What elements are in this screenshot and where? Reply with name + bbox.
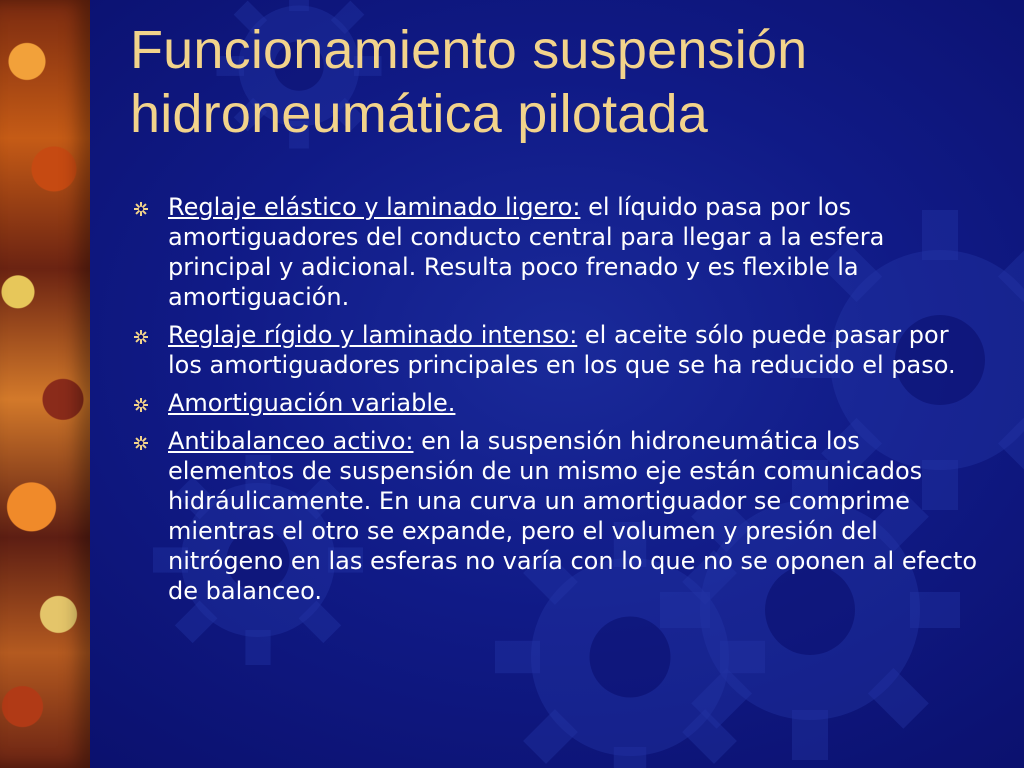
bullet-term: Reglaje rígido y laminado intenso: [168,321,578,349]
asterisk-gear-icon [134,398,148,412]
asterisk-gear-icon [134,330,148,344]
bullet-item [130,426,990,606]
bullet-text: el aceite sólo puede pasar por los amortiguadores principales en los que se ha reducido el paso. [168,321,956,379]
bullet-term: Amortiguación variable. [168,389,456,417]
bullet-term: Antibalanceo activo: [168,427,414,455]
decorative-gear-strip [0,0,90,768]
bullet-list [130,192,990,614]
title-line-2: hidroneumática pilotada [130,84,708,144]
bullet-text: en la suspensión hidroneumática los elementos de suspensión de un mismo eje están comunicados hidráulicamente. En una curva un amortiguador se comprime mientras el otro se expande, pero el volumen y presión del nitrógeno en las esferas no varía con lo que no se oponen al efecto de balanceo. [168,427,978,605]
bullet-term: Reglaje elástico y laminado ligero: [168,193,581,221]
asterisk-gear-icon [134,202,148,216]
page-title [130,18,990,146]
bullet-item [130,192,990,312]
bullet-item [130,320,990,380]
bullet-item [130,388,990,418]
asterisk-gear-icon [134,436,148,450]
title-line-1: Funcionamiento suspensión [130,20,808,80]
bullet-text: el líquido pasa por los amortiguadores del conducto central para llegar a la esfera principal y adicional. Resulta poco frenado y es flexible la amortiguación. [168,193,885,311]
